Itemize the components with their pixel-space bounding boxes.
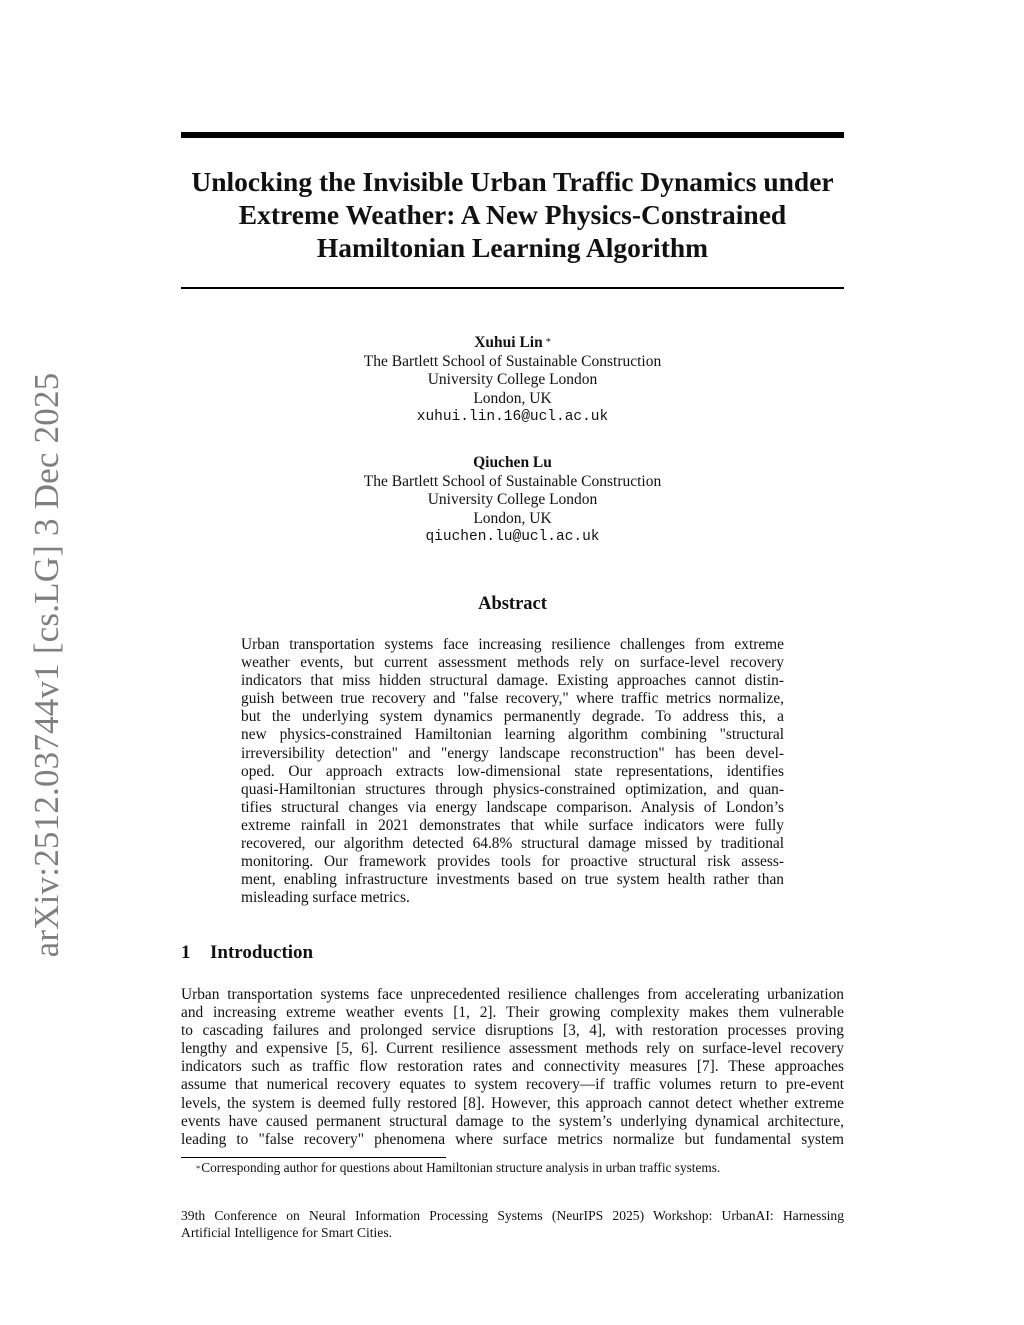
- title-bottom-rule: [181, 287, 844, 289]
- section-title: Introduction: [210, 942, 314, 963]
- footnote: [181, 1160, 844, 1176]
- introduction-line: leading to "false recovery" phenomena where surface metrics normalize but fundamental system: [181, 1130, 844, 1148]
- abstract-line: misleading surface metrics.: [241, 889, 410, 907]
- author-affiliation: The Bartlett School of Sustainable Construction: [363, 352, 662, 370]
- arxiv-identifier-stamp: arXiv:2512.03744v1 [cs.LG] 3 Dec 2025: [27, 372, 66, 958]
- abstract-body: [241, 636, 784, 907]
- introduction-line: indicators such as traffic flow restoration rates and connectivity measures [7]. These approaches: [181, 1058, 844, 1076]
- author-name: Qiuchen Lu: [473, 454, 552, 471]
- abstract-line: ment, enabling infrastructure investments based on true system health rather than: [241, 871, 784, 889]
- author-institution: University College London: [427, 371, 598, 388]
- footnote-text: Corresponding author for questions about Hamiltonian structure analysis in urban traffic systems.: [201, 1160, 721, 1175]
- author-location: London, UK: [473, 509, 552, 527]
- author-location: London, UK: [473, 389, 552, 407]
- author-footnote-mark: *: [545, 337, 551, 348]
- abstract-line: quasi-Hamiltonian structures through physics-constrained optimization, and quan-: [241, 780, 784, 798]
- abstract-line: irreversibility detection" and "energy landscape reconstruction" has been devel-: [241, 744, 784, 762]
- author-affiliation: The Bartlett School of Sustainable Construction: [363, 472, 662, 490]
- abstract-heading: Abstract: [478, 594, 547, 614]
- introduction-line: and increasing extreme weather events [1, 2]. Their growing complexity makes them vulnerable: [181, 1004, 844, 1022]
- abstract-line: guish between true recovery and "false recovery," where traffic metrics normalize,: [241, 690, 784, 708]
- introduction-body: [181, 986, 844, 1149]
- abstract-line: but the underlying system dynamics permanently degrade. To address this, a: [241, 708, 784, 726]
- abstract-line: recovered, our algorithm detected 64.8% structural damage missed by traditional: [241, 835, 784, 853]
- abstract-line: indicators that miss hidden structural damage. Existing approaches cannot distin-: [241, 672, 784, 690]
- venue-line: Artificial Intelligence for Smart Cities.: [181, 1224, 393, 1240]
- author-block-2: [181, 454, 844, 547]
- abstract-line: monitoring. Our framework provides tools for proactive structural risk assess-: [241, 853, 784, 871]
- abstract-line: new physics-constrained Hamiltonian learning algorithm combining "structural: [241, 726, 784, 744]
- title-line: Hamiltonian Learning Algorithm: [316, 232, 709, 263]
- footnote-mark: *: [196, 1163, 201, 1173]
- author-email: qiuchen.lu@ucl.ac.uk: [425, 529, 600, 545]
- introduction-line: Urban transportation systems face unprecedented resilience challenges from accelerating urbanization: [181, 986, 844, 1003]
- introduction-line: to cascading failures and prolonged service disruptions [3, 4], with restoration processes proving: [181, 1022, 844, 1040]
- introduction-line: levels, the system is deemed fully restored [8]. However, this approach cannot detect whether extreme: [181, 1094, 844, 1112]
- introduction-line: assume that numerical recovery equates to system recovery—if traffic volumes return to pre-event: [181, 1076, 844, 1094]
- section-number: 1: [181, 942, 191, 963]
- introduction-line: events have caused permanent structural damage to the system’s underlying dynamical architecture,: [181, 1112, 844, 1130]
- abstract-line: tifies structural changes via energy landscape comparison. Analysis of London’s: [241, 798, 784, 816]
- abstract-line: oped. Our approach extracts low-dimensional state representations, identifies: [241, 762, 784, 780]
- author-name: Xuhui Lin: [474, 334, 543, 351]
- venue-line: 39th Conference on Neural Information Processing Systems (NeurIPS 2025) Workshop: UrbanAI: Harnessing: [181, 1208, 844, 1223]
- abstract-line: extreme rainfall in 2021 demonstrates that while surface indicators were fully: [241, 816, 784, 834]
- title-line: Unlocking the Invisible Urban Traffic Dynamics under: [191, 166, 834, 197]
- abstract-line: weather events, but current assessment methods rely on surface-level recovery: [241, 654, 784, 672]
- abstract-line: Urban transportation systems face increasing resilience challenges from extreme: [241, 636, 784, 653]
- introduction-line: lengthy and expensive [5, 6]. Current resilience assessment methods rely on surface-level recovery: [181, 1040, 844, 1058]
- footnote-rule: [181, 1157, 446, 1158]
- section-heading-introduction: [181, 942, 313, 964]
- venue-note: [181, 1208, 844, 1242]
- author-block-1: [181, 334, 844, 427]
- author-email: xuhui.lin.16@ucl.ac.uk: [416, 409, 609, 425]
- title-line: Extreme Weather: A New Physics-Constrained: [238, 199, 787, 230]
- title-top-rule: [181, 132, 844, 138]
- author-institution: University College London: [427, 491, 598, 508]
- paper-title: [181, 165, 844, 264]
